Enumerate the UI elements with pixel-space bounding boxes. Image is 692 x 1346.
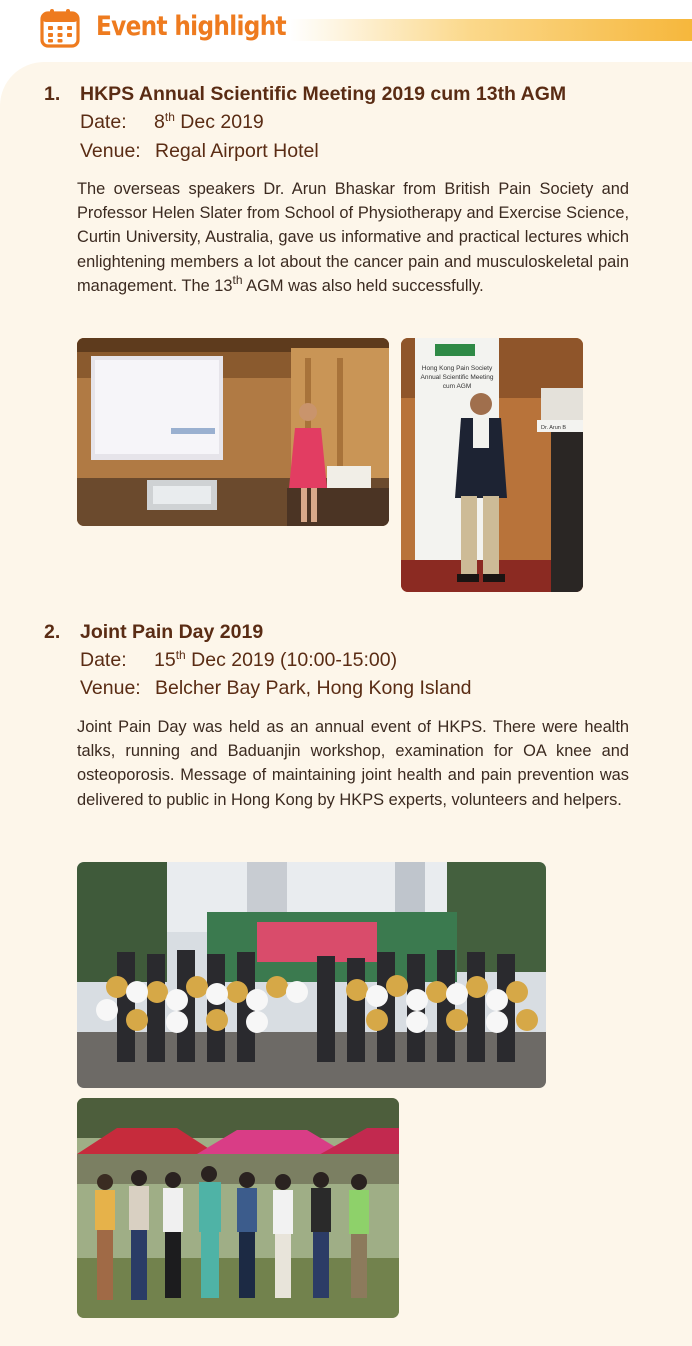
event-2-date-day: 15 (154, 649, 176, 671)
event-1-description (77, 177, 629, 298)
event-1-desc-b: AGM was also held successfully. (242, 276, 484, 295)
event-2-venue-label: Venue: (80, 677, 141, 699)
podium-label: Dr. Arun B (541, 425, 567, 431)
event-2-date-rest: Dec 2019 (10:00-15:00) (185, 649, 398, 671)
calendar-icon (40, 8, 80, 48)
event-1-photo-speaker (401, 338, 583, 592)
event-1-date-sup: th (164, 110, 175, 124)
event-1-date-rest: Dec 2019 (174, 111, 264, 133)
event-2-photo-volunteers (77, 1098, 399, 1318)
event-1-photo-lecture (77, 338, 389, 526)
event-2-description: Joint Pain Day was held as an annual event of HKPS. There were health talks, running and Baduanjin workshop, examination for OA knee and osteoporosis. Message of maintaining joint health and pain prevention was delivered to public in Hong Kong by HKPS experts, volunteers and helpers. (77, 718, 629, 809)
event-1-heading (44, 83, 566, 106)
page-title: Event highlight (96, 11, 286, 42)
event-1-venue-value: Regal Airport Hotel (155, 140, 319, 162)
banner-line-1: Hong Kong Pain Society (421, 365, 493, 372)
event-2-date (80, 649, 397, 672)
event-1-venue-label: Venue: (80, 140, 141, 162)
event-2-title: Joint Pain Day 2019 (80, 621, 264, 643)
banner-line-2: Annual Scientific Meeting (420, 374, 494, 381)
event-1-date (80, 111, 264, 134)
event-2-date-sup: th (175, 648, 186, 662)
event-1-number: 1. (44, 83, 61, 105)
banner-line-3: cum AGM (442, 383, 472, 390)
header-gradient-bar (290, 19, 692, 41)
event-2-date-label: Date: (80, 649, 127, 671)
event-2-photo-group-balloons (77, 862, 546, 1088)
event-1-date-day: 8 (154, 111, 165, 133)
event-1-desc-a: The overseas speakers Dr. Arun Bhaskar from British Pain Society and Professor Helen Slater from School of Physiotherapy and Exercise Science, Curtin University, Australia, gave us informative and practical lectures which enlightening members a lot about the cancer pain and musculoskeletal pain management. The 13 (77, 180, 629, 295)
event-1-title: HKPS Annual Scientific Meeting 2019 cum 13th AGM (80, 83, 567, 105)
event-1-desc-sup: th (232, 272, 243, 287)
event-2-number: 2. (44, 621, 61, 643)
section-header (0, 0, 692, 62)
event-2-venue-value: Belcher Bay Park, Hong Kong Island (155, 677, 472, 699)
event-2-heading (44, 621, 263, 644)
event-1-venue (80, 140, 319, 163)
event-1-date-label: Date: (80, 111, 127, 133)
event-2-venue (80, 677, 472, 700)
